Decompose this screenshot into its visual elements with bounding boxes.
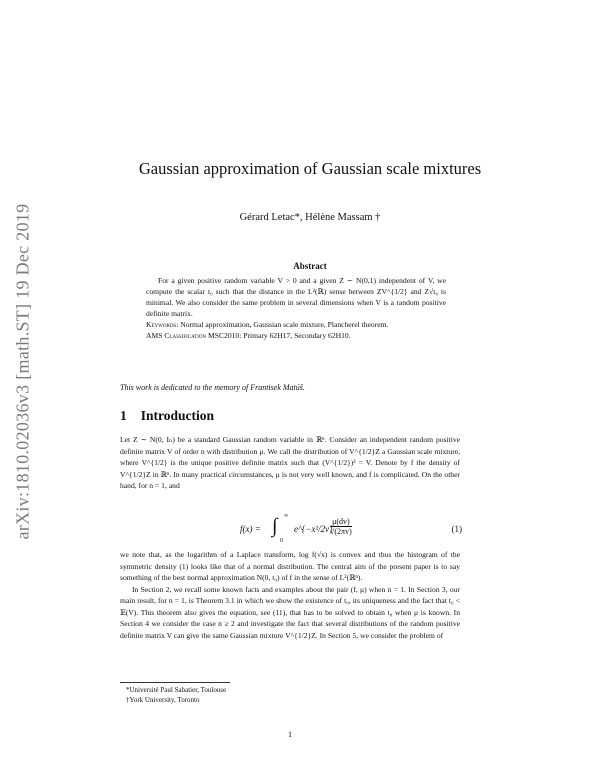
ams-line — [146, 330, 446, 341]
footnote-1: *Université Paul Sabatier, Toulouse — [126, 686, 227, 694]
abstract — [146, 275, 446, 341]
paragraph-2-text: we note that, as the logarithm of a Laplace transform, log f(√x) is convex and thus the histogram of the symmetric density (1) looks like that of a normal distribution. The central aim of the present paper is to say something of the best normal approximation N(0, t₀) of f in the sense of L²(ℝⁿ). — [120, 550, 460, 582]
dedication: This work is dedicated to the memory of Frantisek Matúš. — [120, 383, 305, 392]
intro-paragraph-2 — [120, 549, 460, 641]
abstract-text: For a given positive random variable V > 0 and a given Z ∼ N(0,1) independent of V, we compute the scalar t₀ such that the distance in the L²(ℝ) sense between ZV^{1/2} and Z√t₀ is minimal. We also consider the same problem in several dimensions when V is a random positive definite matrix. — [146, 276, 446, 318]
paragraph-1-text: Let Z ∼ N(0, Iₙ) be a standard Gaussian random variable in ℝⁿ. Consider an independent random positive definite matrix V of order n with distribution μ. We call the distribution of V^{1/2}Z a Gaussian scale mixture, where V^{1/2} is the unique positive definite matrix such that (V^{1/2})² = V. Denote by f the density of V^{1/2}Z in ℝⁿ. In many practical circumstances, μ is not very well known, and f is complicated. On the other hand, for n = 1, and — [120, 435, 460, 490]
arxiv-stamp — [6, 172, 40, 570]
section-heading — [120, 408, 214, 424]
equation-1 — [240, 515, 462, 547]
arxiv-stamp-text: arXiv:1810.02036v3 [math.ST] 19 Dec 2019 — [12, 203, 33, 539]
keywords-line — [146, 319, 446, 330]
fraction-numerator: μ(dv) — [330, 517, 352, 527]
authors: Gérard Letac*, Hélène Massam † — [239, 212, 381, 223]
footnote-2: †York University, Toronto — [126, 696, 200, 704]
equation-lhs: f(x) = — [240, 524, 261, 534]
paper-title: Gaussian approximation of Gaussian scale mixtures — [138, 159, 482, 178]
abstract-heading: Abstract — [293, 261, 327, 271]
ams-label: AMS Classification — [146, 331, 207, 340]
keywords-label: Keywords: — [146, 320, 179, 329]
equation-integrand: e^{−x²/2v} — [294, 524, 333, 534]
ams-classification: MSC2010: Primary 62H17, Secondary 62H10. — [208, 331, 351, 340]
integral-sign: ∫ — [272, 515, 278, 537]
section-number: 1 — [120, 408, 127, 423]
integral-upper-limit: ∞ — [284, 513, 289, 519]
intro-paragraph-1 — [120, 434, 460, 492]
equation-number: (1) — [451, 524, 462, 534]
page-number: 1 — [288, 730, 292, 739]
integral-lower-limit: 0 — [280, 538, 283, 544]
section-title: Introduction — [140, 408, 215, 423]
footnote-rule — [120, 682, 230, 683]
equation-fraction — [330, 517, 352, 536]
fraction-denominator: √(2πv) — [330, 527, 352, 536]
keywords: Normal approximation, Gaussian scale mixture, Plancherel theorem. — [180, 320, 389, 329]
paragraph-3-text: In Section 2, we recall some known facts and examples about the pair (f, μ) when n = 1. In Section 3, our main result, for n = 1, is Theorem 3.1 in which we show the existence of t₀, its uniqueness and the fact that t₀ < 𝔼(V). This theorem also gives the equation, see (11), that has to be solved to obtain t₀ when μ is known. In Section 4 we consider the case n ≥ 2 and investigate the fact that several distributions of the random positive definite matrix V can give the same Gaussian mixture V^{1/2}Z. In Section 5, we consider the problem of — [120, 584, 460, 640]
